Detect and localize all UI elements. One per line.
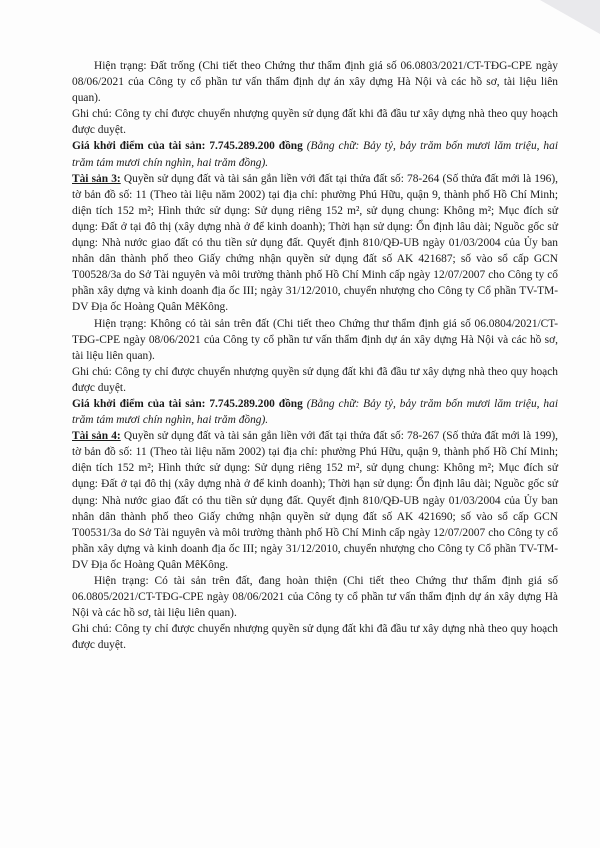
folded-corner <box>540 0 600 34</box>
starting-price-label: Giá khởi điểm của tài sản: 7.745.289.200 đồng <box>72 140 303 153</box>
asset-3-description: Quyền sử dụng đất và tài sản gắn liền với đất tại thửa đất số: 78-264 (Số thửa đất mới là 196), tờ bản đồ số: 11 (Theo tài liệu năm 2002) tại địa chỉ: phường Phú Hữu, quận 9, thành phố Hồ Chí Minh; diện tích 152 m²; Hình thức sử dụng: Sử dụng riêng 152 m², sử dụng chung: Không m²; Mục đích sử dụng: Đất ở tại đô thị (xây dựng nhà ở để kinh doanh); Thời hạn sử dụng: Ổn định lâu dài; Nguồc gốc sử dụng: Nhà nước giao đất có thu tiền sử dụng đất. Quyết định 810/QĐ-UB ngày 01/03/2004 của Ủy ban nhân dân thành phố theo Giấy chứng nhận quyền sử dụng đất số AK 421687; số vào sổ cấp GCN T00528/3a do Sở Tài nguyên và môi trường thành phố Hồ Chí Minh cấp ngày 12/07/2007 cho Công ty cổ phần xây dựng và kinh doanh địa ốc III; ngày 31/12/2010, chuyển nhượng cho Công ty Cổ phần TV-TM-DV Địa ốc Hoàng Quân MêKông. <box>72 172 558 314</box>
asset-3-heading: Tài sản 3: <box>72 172 121 185</box>
status-paragraph-asset-4: Hiện trạng: Có tài sản trên đất, đang hoàn thiện (Chi tiết theo Chứng thư thẩm định giá số 06.0805/2021/CT-TĐG-CPE ngày 08/06/2021 của Công ty cổ phần tư vấn thẩm định dự án xây dựng Hà Nội và các hồ sơ, tài liệu liên quan). <box>72 575 558 620</box>
note-paragraph-asset-2: Ghi chú: Công ty chỉ được chuyển nhượng quyền sử dụng đất khi đã đầu tư xây dựng nhà theo quy hoạch được duyệt. <box>72 108 558 137</box>
note-paragraph-asset-3: Ghi chú: Công ty chỉ được chuyển nhượng quyền sử dụng đất khi đã đầu tư xây dựng nhà theo quy hoạch được duyệt. <box>72 365 558 394</box>
asset-3-paragraph <box>72 171 558 316</box>
starting-price-words: (Bằng chữ: Bảy tỷ, bảy trăm bốn mươi lăm triệu, hai trăm tám mươi chín nghìn, hai trăm đồng). <box>72 397 558 427</box>
status-paragraph-asset-2: Hiện trạng: Đất trống (Chi tiết theo Chứng thư thẩm định giá số 06.0803/2021/CT-TĐG-CPE ngày 08/06/2021 của Công ty cổ phần tư vấn thẩm định dự án xây dựng Hà Nội và các hồ sơ, tài liệu liên quan). <box>72 60 558 105</box>
starting-price-asset-3 <box>72 396 558 428</box>
status-paragraph-asset-3: Hiện trạng: Không có tài sản trên đất (Chi tiết theo Chứng thư thẩm định giá số 06.0804/2021/CT-TĐG-CPE ngày 08/06/2021 của Công ty cổ phần tư vấn thẩm định dự án xây dựng Hà Nội và các hồ sơ, tài liệu liên quan). <box>72 317 558 362</box>
asset-4-paragraph <box>72 428 558 573</box>
asset-4-heading: Tài sản 4: <box>72 430 121 443</box>
document-body <box>72 58 558 653</box>
note-paragraph-asset-4: Ghi chú: Công ty chỉ được chuyển nhượng quyền sử dụng đất khi đã đầu tư xây dựng nhà theo quy hoạch được duyệt. <box>72 623 558 652</box>
starting-price-words: (Bằng chữ: Bảy tỷ, bảy trăm bốn mươi lăm triệu, hai trăm tám mươi chín nghìn, hai trăm đồng). <box>72 140 558 169</box>
starting-price-asset-2 <box>72 138 558 170</box>
starting-price-label: Giá khởi điểm của tài sản: 7.745.289.200 đồng <box>72 397 303 410</box>
asset-4-description: Quyền sử dụng đất và tài sản gắn liền với đất tại thửa đất số: 78-267 (Số thửa đất mới là 199), tờ bản đồ số: 11 (Theo tài liệu năm 2002) tại địa chỉ: phường Phú Hữu, quận 9, thành phố Hồ Chí Minh; diện tích 152 m²; Hình thức sử dụng: Sử dụng riêng 152 m², sử dụng chung: Không m²; Mục đích sử dụng: Đất ở tại đô thị (xây dựng nhà ở để kinh doanh); Thời hạn sử dụng: Ổn định lâu dài; Nguồc gốc sử dụng: Nhà nước giao đất có thu tiền sử dụng đất. Quyết định 810/QĐ-UB ngày 01/03/2004 của Ủy ban nhân dân thành phố theo Giấy chứng nhận quyền sử dụng đất số AK 421690; số vào sổ cấp GCN T00531/3a do Sở Tài nguyên và môi trường thành phố Hồ Chí Minh cấp ngày 12/07/2007 cho Công ty cổ phần xây dựng và kinh doanh địa ốc III; ngày 31/12/2010, chuyển nhượng cho Công ty Cổ phần TV-TM-DV Địa ốc Hoàng Quân MêKông. <box>72 430 558 571</box>
